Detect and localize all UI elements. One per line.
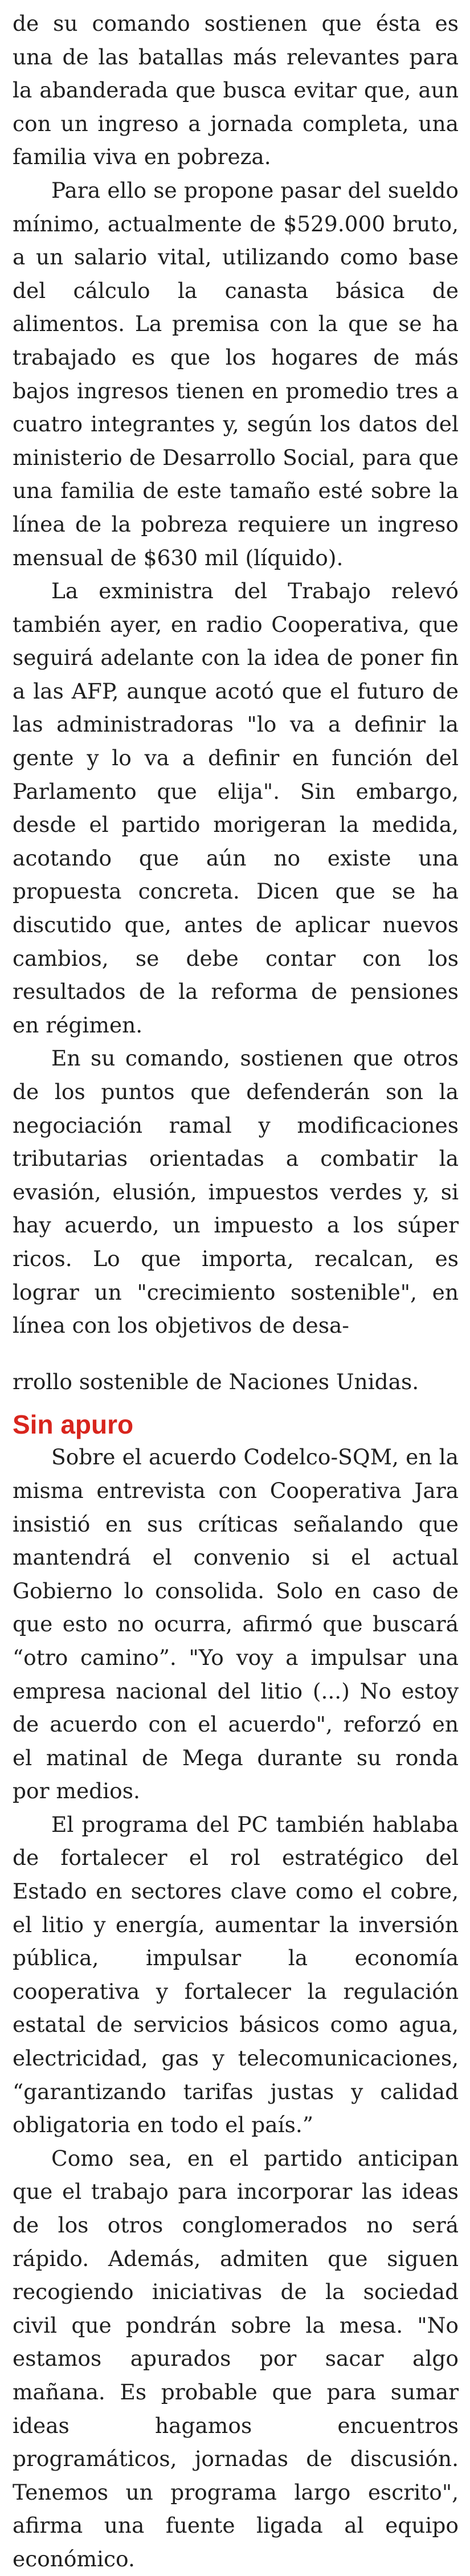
article-paragraph: Como sea, en el partido anticipan que el trabajo para incorporar las ideas de los otros conglomerados no será rápido. Además, admiten que siguen recogiendo iniciativas de la sociedad civil que pondrán sobre la mesa. "No estamos apurados por sacar algo mañana. Es probable que para sumar ideas hagamos encuentros programáticos, jornadas de discusión. Tenemos un programa largo escrito", afirma una fuente ligada al equipo económico. — [13, 2145, 459, 2571]
article-paragraph: La exministra del Trabajo relevó también ayer, en radio Cooperativa, que seguirá adelante con la idea de poner fin a las AFP, aunque acotó que el futuro de las administradoras "lo va a definir la gente y lo va a definir en función del Parlamento que elija". Sin embargo, desde el partido morigeran la medida, acotando que aún no existe una propuesta concreta. Dicen que se ha discutido que, antes de aplicar nuevos cambios, se debe contar con los resultados de la reforma de pensiones en régimen. — [13, 578, 459, 1038]
article-paragraph: Sobre el acuerdo Codelco-SQM, en la misma entrevista con Cooperativa Jara insistió en sus críticas señalando que mantendrá el convenio si el actual Gobierno lo consolida. Solo en caso de que esto no ocurra, afirmó que buscará “otro camino”. "Yo voy a impulsar una empresa nacional del litio (...) No estoy de acuerdo con el acuerdo", reforzó en el matinal de Mega durante su ronda por medios. — [13, 1444, 459, 1804]
article-paragraph: En su comando, sostienen que otros de los puntos que defenderán son la negociación ramal y modificaciones tributarias orientadas a combatir la evasión, elusión, impuestos verdes y, si hay acuerdo, un impuesto a los súper ricos. Lo que importa, recalcan, es lograr un "crecimiento sostenible", en línea con los objetivos de desa- — [13, 1046, 459, 1338]
article-paragraph: El programa del PC también hablaba de fortalecer el rol estratégico del Estado en sectores clave como el cobre, el litio y energía, aumentar la inversión pública, impulsar la economía cooperativa y fortalecer la regulación estatal de servicios básicos como agua, electricidad, gas y telecomunicaciones, “garantizando tarifas justas y calidad obligatoria en todo el país.” — [13, 1811, 459, 2138]
section-subheading: Sin apuro — [13, 1410, 134, 1440]
article-paragraph: de su comando sostienen que ésta es una de las batallas más relevantes para la abanderada que busca evitar que, aun con un ingreso a jornada completa, una familia viva en pobreza. — [13, 11, 459, 170]
article-paragraph: Para ello se propone pasar del sueldo mínimo, actualmente de $529.000 bruto, a un salario vital, utilizando como base del cálculo la canasta básica de alimentos. La premisa con la que se ha trabajado es que los hogares de más bajos ingresos tienen en promedio tres a cuatro integrantes y, según los datos del ministerio de Desarrollo Social, para que una familia de este tamaño esté sobre la línea de la pobreza requiere un ingreso mensual de $630 mil (líquido). — [13, 177, 459, 570]
article-paragraph-tail: rrollo sostenible de Naciones Unidas. — [13, 1369, 419, 1394]
article-column — [13, 7, 459, 2576]
